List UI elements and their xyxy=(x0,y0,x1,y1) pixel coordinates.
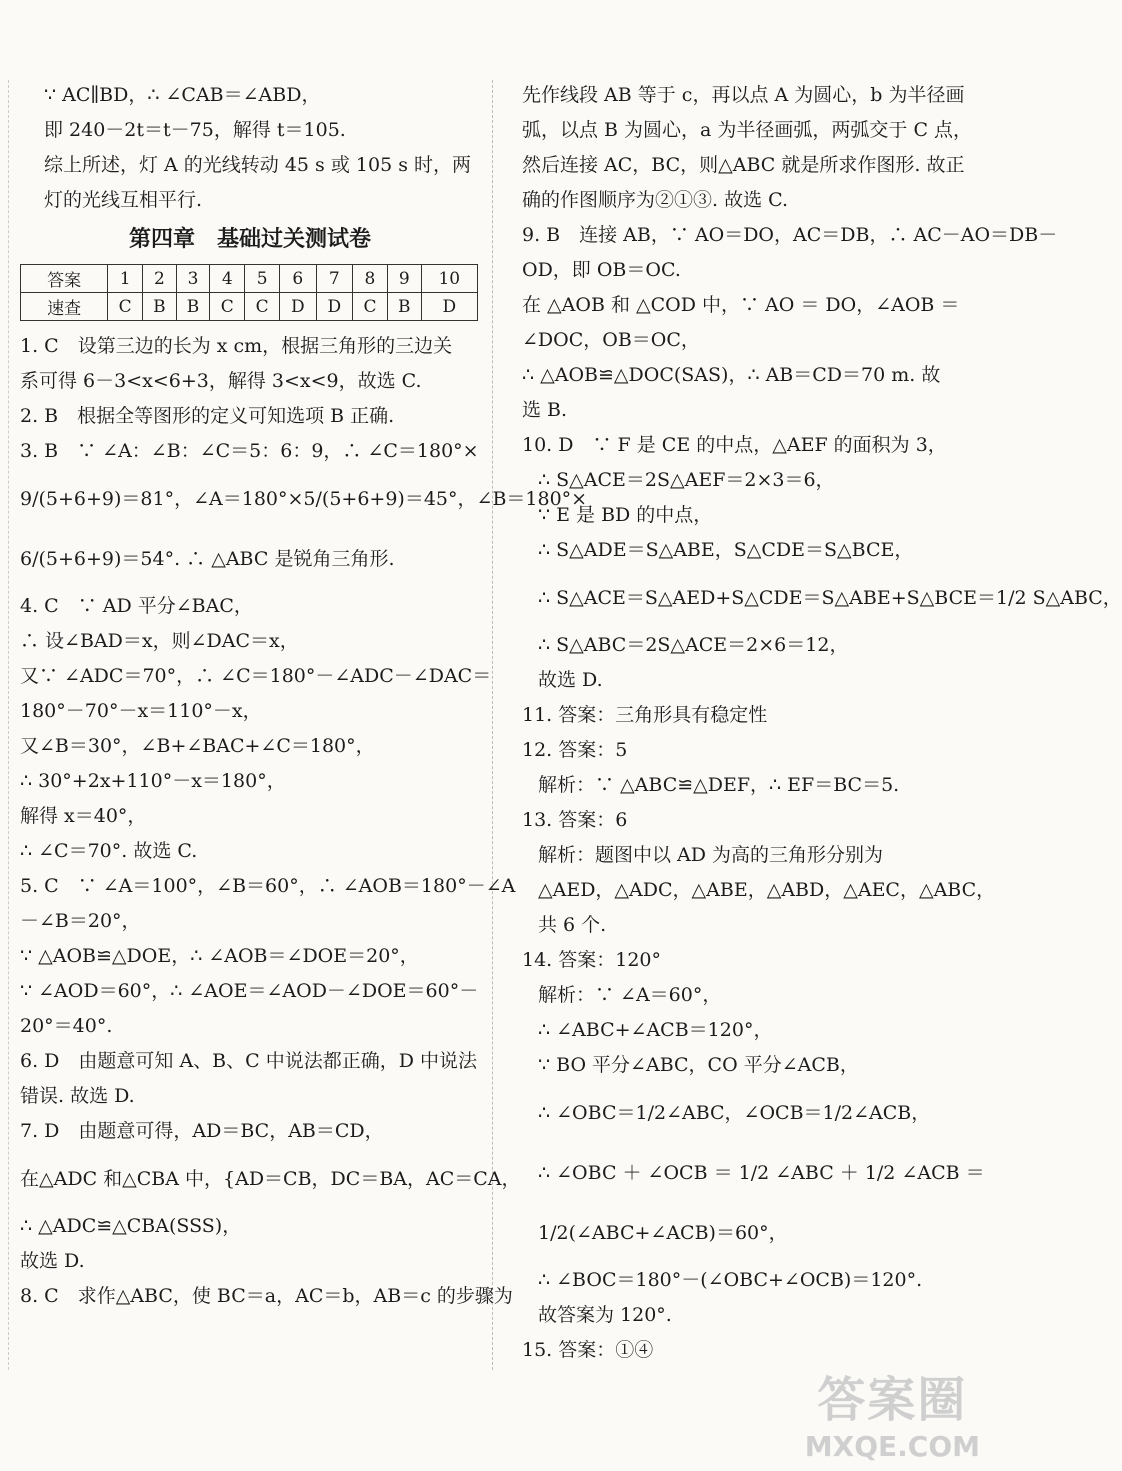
answer-line: ∴ △ADC≌△CBA(SSS)， xyxy=(20,1215,242,1237)
answer-line: ∴ 30°+2x+110°－x＝180°， xyxy=(20,770,286,792)
table-cell: 速查 xyxy=(21,293,108,321)
table-cell: C xyxy=(210,293,245,321)
answer-line: 系可得 6－3<x<6+3，解得 3<x<9，故选 C. xyxy=(20,370,422,392)
answer-line: 7. D 由题意可得，AD＝BC，AB＝CD， xyxy=(20,1120,384,1142)
answer-table xyxy=(20,264,478,321)
watermark-url: MXQE.COM xyxy=(804,1430,980,1463)
answer-line: ∵ ∠AOD＝60°，∴ ∠AOE＝∠AOD－∠DOE＝60°－ xyxy=(20,980,479,1002)
answer-line: 2. B 根据全等图形的定义可知选项 B 正确. xyxy=(20,405,395,427)
answer-line: 15. 答案：①④ xyxy=(522,1339,654,1361)
table-cell: D xyxy=(316,293,352,321)
answer-line: ∴ S△ABC＝2S△ACE＝2×6＝12， xyxy=(538,634,849,656)
answer-line: －∠B＝20°， xyxy=(20,910,141,932)
answer-line: ∴ △AOB≌△DOC(SAS)，∴ AB＝CD＝70 m. 故 xyxy=(522,364,941,386)
answer-line: ∴ ∠C＝70°. 故选 C. xyxy=(20,840,198,862)
answer-line: 解析：∵ △ABC≌△DEF，∴ EF＝BC＝5. xyxy=(538,774,900,796)
left-margin-rule xyxy=(8,80,9,1370)
table-cell: 8 xyxy=(353,265,388,293)
table-cell: 6 xyxy=(280,265,316,293)
table-cell: C xyxy=(108,293,143,321)
answer-line: 选 B. xyxy=(522,399,568,421)
chapter-title: 第四章 基础过关测试卷 xyxy=(128,227,371,252)
answer-line: ∵ △AOB≌△DOE，∴ ∠AOB＝∠DOE＝20°， xyxy=(20,945,419,967)
answer-line: 5. C ∵ ∠A＝100°，∠B＝60°，∴ ∠AOB＝180°－∠A xyxy=(20,875,516,897)
answer-line: 在 △AOB 和 △COD 中，∵ AO ＝ DO，∠AOB ＝ xyxy=(522,294,960,316)
table-cell: B xyxy=(387,293,421,321)
watermark-logo: 答案圈 xyxy=(817,1372,968,1428)
table-cell: D xyxy=(280,293,316,321)
answer-line: 4. C ∵ AD 平分∠BAC， xyxy=(20,595,253,617)
answer-line: 11. 答案：三角形具有稳定性 xyxy=(522,704,768,726)
answer-line: 10. D ∵ F 是 CE 的中点，△AEF 的面积为 3， xyxy=(522,434,947,456)
answer-line: 解得 x＝40°， xyxy=(20,805,147,827)
answer-line: ∴ ∠BOC＝180°－(∠OBC+∠OCB)＝120°. xyxy=(538,1269,923,1291)
text-line: 即 240－2t＝t－75，解得 t＝105. xyxy=(44,119,346,141)
answer-table-row xyxy=(21,293,478,321)
answer-line: OD，即 OB＝OC. xyxy=(522,259,681,281)
answer-line: 1. C 设第三边的长为 x cm，根据三角形的三边关 xyxy=(20,335,453,357)
answer-line: 解析：题图中以 AD 为高的三角形分别为 xyxy=(538,844,884,866)
table-cell: 2 xyxy=(143,265,177,293)
answer-line: ∵ E 是 BD 的中点， xyxy=(538,504,713,526)
answer-line: 14. 答案：120° xyxy=(522,949,662,971)
answer-line: ∴ ∠OBC＝1/2∠ABC，∠OCB＝1/2∠ACB， xyxy=(538,1102,931,1124)
table-cell: 4 xyxy=(210,265,245,293)
answer-line: 又∵ ∠ADC＝70°，∴ ∠C＝180°－∠ADC－∠DAC＝ xyxy=(20,665,492,687)
answer-line: 13. 答案：6 xyxy=(522,809,628,831)
answer-line: 9/(5+6+9)＝81°，∠A＝180°×5/(5+6+9)＝45°，∠B＝180°× xyxy=(20,488,588,510)
answer-line: △AED，△ADC，△ABE，△ABD，△AEC，△ABC， xyxy=(538,879,996,901)
table-cell: 5 xyxy=(245,265,280,293)
answer-line: 先作线段 AB 等于 c，再以点 A 为圆心，b 为半径画 xyxy=(522,84,965,106)
text-line: 综上所述，灯 A 的光线转动 45 s 或 105 s 时，两 xyxy=(44,154,471,176)
answer-line: 9. B 连接 AB，∵ AO＝DO，AC＝DB，∴ AC－AO＝DB－ xyxy=(522,224,1058,246)
answer-line: 又∠B＝30°，∠B+∠BAC+∠C＝180°， xyxy=(20,735,375,757)
answer-line: 8. C 求作△ABC，使 BC＝a，AC＝b，AB＝c 的步骤为 xyxy=(20,1285,513,1307)
answer-line: 错误. 故选 D. xyxy=(20,1085,135,1107)
answer-table-header xyxy=(21,265,478,293)
answer-line: 12. 答案：5 xyxy=(522,739,628,761)
answer-line: 共 6 个. xyxy=(538,914,607,936)
answer-line: 180°－70°－x＝110°－x， xyxy=(20,700,262,722)
answer-line: ∠DOC，OB＝OC， xyxy=(522,329,700,351)
table-cell: 9 xyxy=(387,265,421,293)
answer-line: 解析：∵ ∠A＝60°， xyxy=(538,984,722,1006)
text-line: 灯的光线互相平行. xyxy=(44,189,203,211)
answer-line: 确的作图顺序为②①③. 故选 C. xyxy=(522,189,789,211)
answer-line: 然后连接 AC，BC，则△ABC 就是所求作图形. 故正 xyxy=(522,154,965,176)
answer-line: 20°＝40°. xyxy=(20,1015,113,1037)
answer-line: ∵ BO 平分∠ABC，CO 平分∠ACB， xyxy=(538,1054,859,1076)
table-cell: D xyxy=(421,293,477,321)
answer-line: 3. B ∵ ∠A：∠B：∠C＝5：6：9，∴ ∠C＝180°× xyxy=(20,440,479,462)
right-column xyxy=(522,78,1122,1368)
table-cell: 7 xyxy=(316,265,352,293)
watermark xyxy=(805,1361,980,1463)
answer-line: 6. D 由题意可知 A、B、C 中说法都正确，D 中说法 xyxy=(20,1050,477,1072)
answer-line: ∴ S△ACE＝S△AED+S△CDE＝S△ABE+S△BCE＝1/2 S△ABC， xyxy=(538,587,1122,609)
answer-line: 1/2(∠ABC+∠ACB)＝60°， xyxy=(538,1222,788,1244)
table-cell: C xyxy=(353,293,388,321)
answer-line: ∴ 设∠BAD＝x，则∠DAC＝x， xyxy=(20,630,299,652)
answer-line: ∴ S△ADE＝S△ABE，S△CDE＝S△BCE， xyxy=(538,539,914,561)
answer-line: 故答案为 120°. xyxy=(538,1304,672,1326)
answer-line: ∴ S△ACE＝2S△AEF＝2×3＝6， xyxy=(538,469,835,491)
answer-line: 故选 D. xyxy=(20,1250,85,1272)
text-line: ∵ AC∥BD，∴ ∠CAB＝∠ABD， xyxy=(44,84,321,106)
table-cell: 3 xyxy=(176,265,210,293)
table-cell: 答案 xyxy=(21,265,108,293)
table-cell: B xyxy=(143,293,177,321)
answer-line: ∴ ∠OBC ＋ ∠OCB ＝ 1/2 ∠ABC ＋ 1/2 ∠ACB ＝ xyxy=(538,1162,985,1184)
answer-line: 6/(5+6+9)＝54°. ∴ △ABC 是锐角三角形. xyxy=(20,548,395,570)
answer-line: 弧，以点 B 为圆心，a 为半径画弧，两弧交于 C 点， xyxy=(522,119,973,141)
table-cell: B xyxy=(176,293,210,321)
table-cell: C xyxy=(245,293,280,321)
table-cell: 10 xyxy=(421,265,477,293)
answer-line: ∴ ∠ABC+∠ACB＝120°， xyxy=(538,1019,773,1041)
answer-line: 在△ADC 和△CBA 中，{AD＝CB，DC＝BA，AC＝CA， xyxy=(20,1168,521,1190)
table-cell: 1 xyxy=(108,265,143,293)
answer-line: 故选 D. xyxy=(538,669,603,691)
